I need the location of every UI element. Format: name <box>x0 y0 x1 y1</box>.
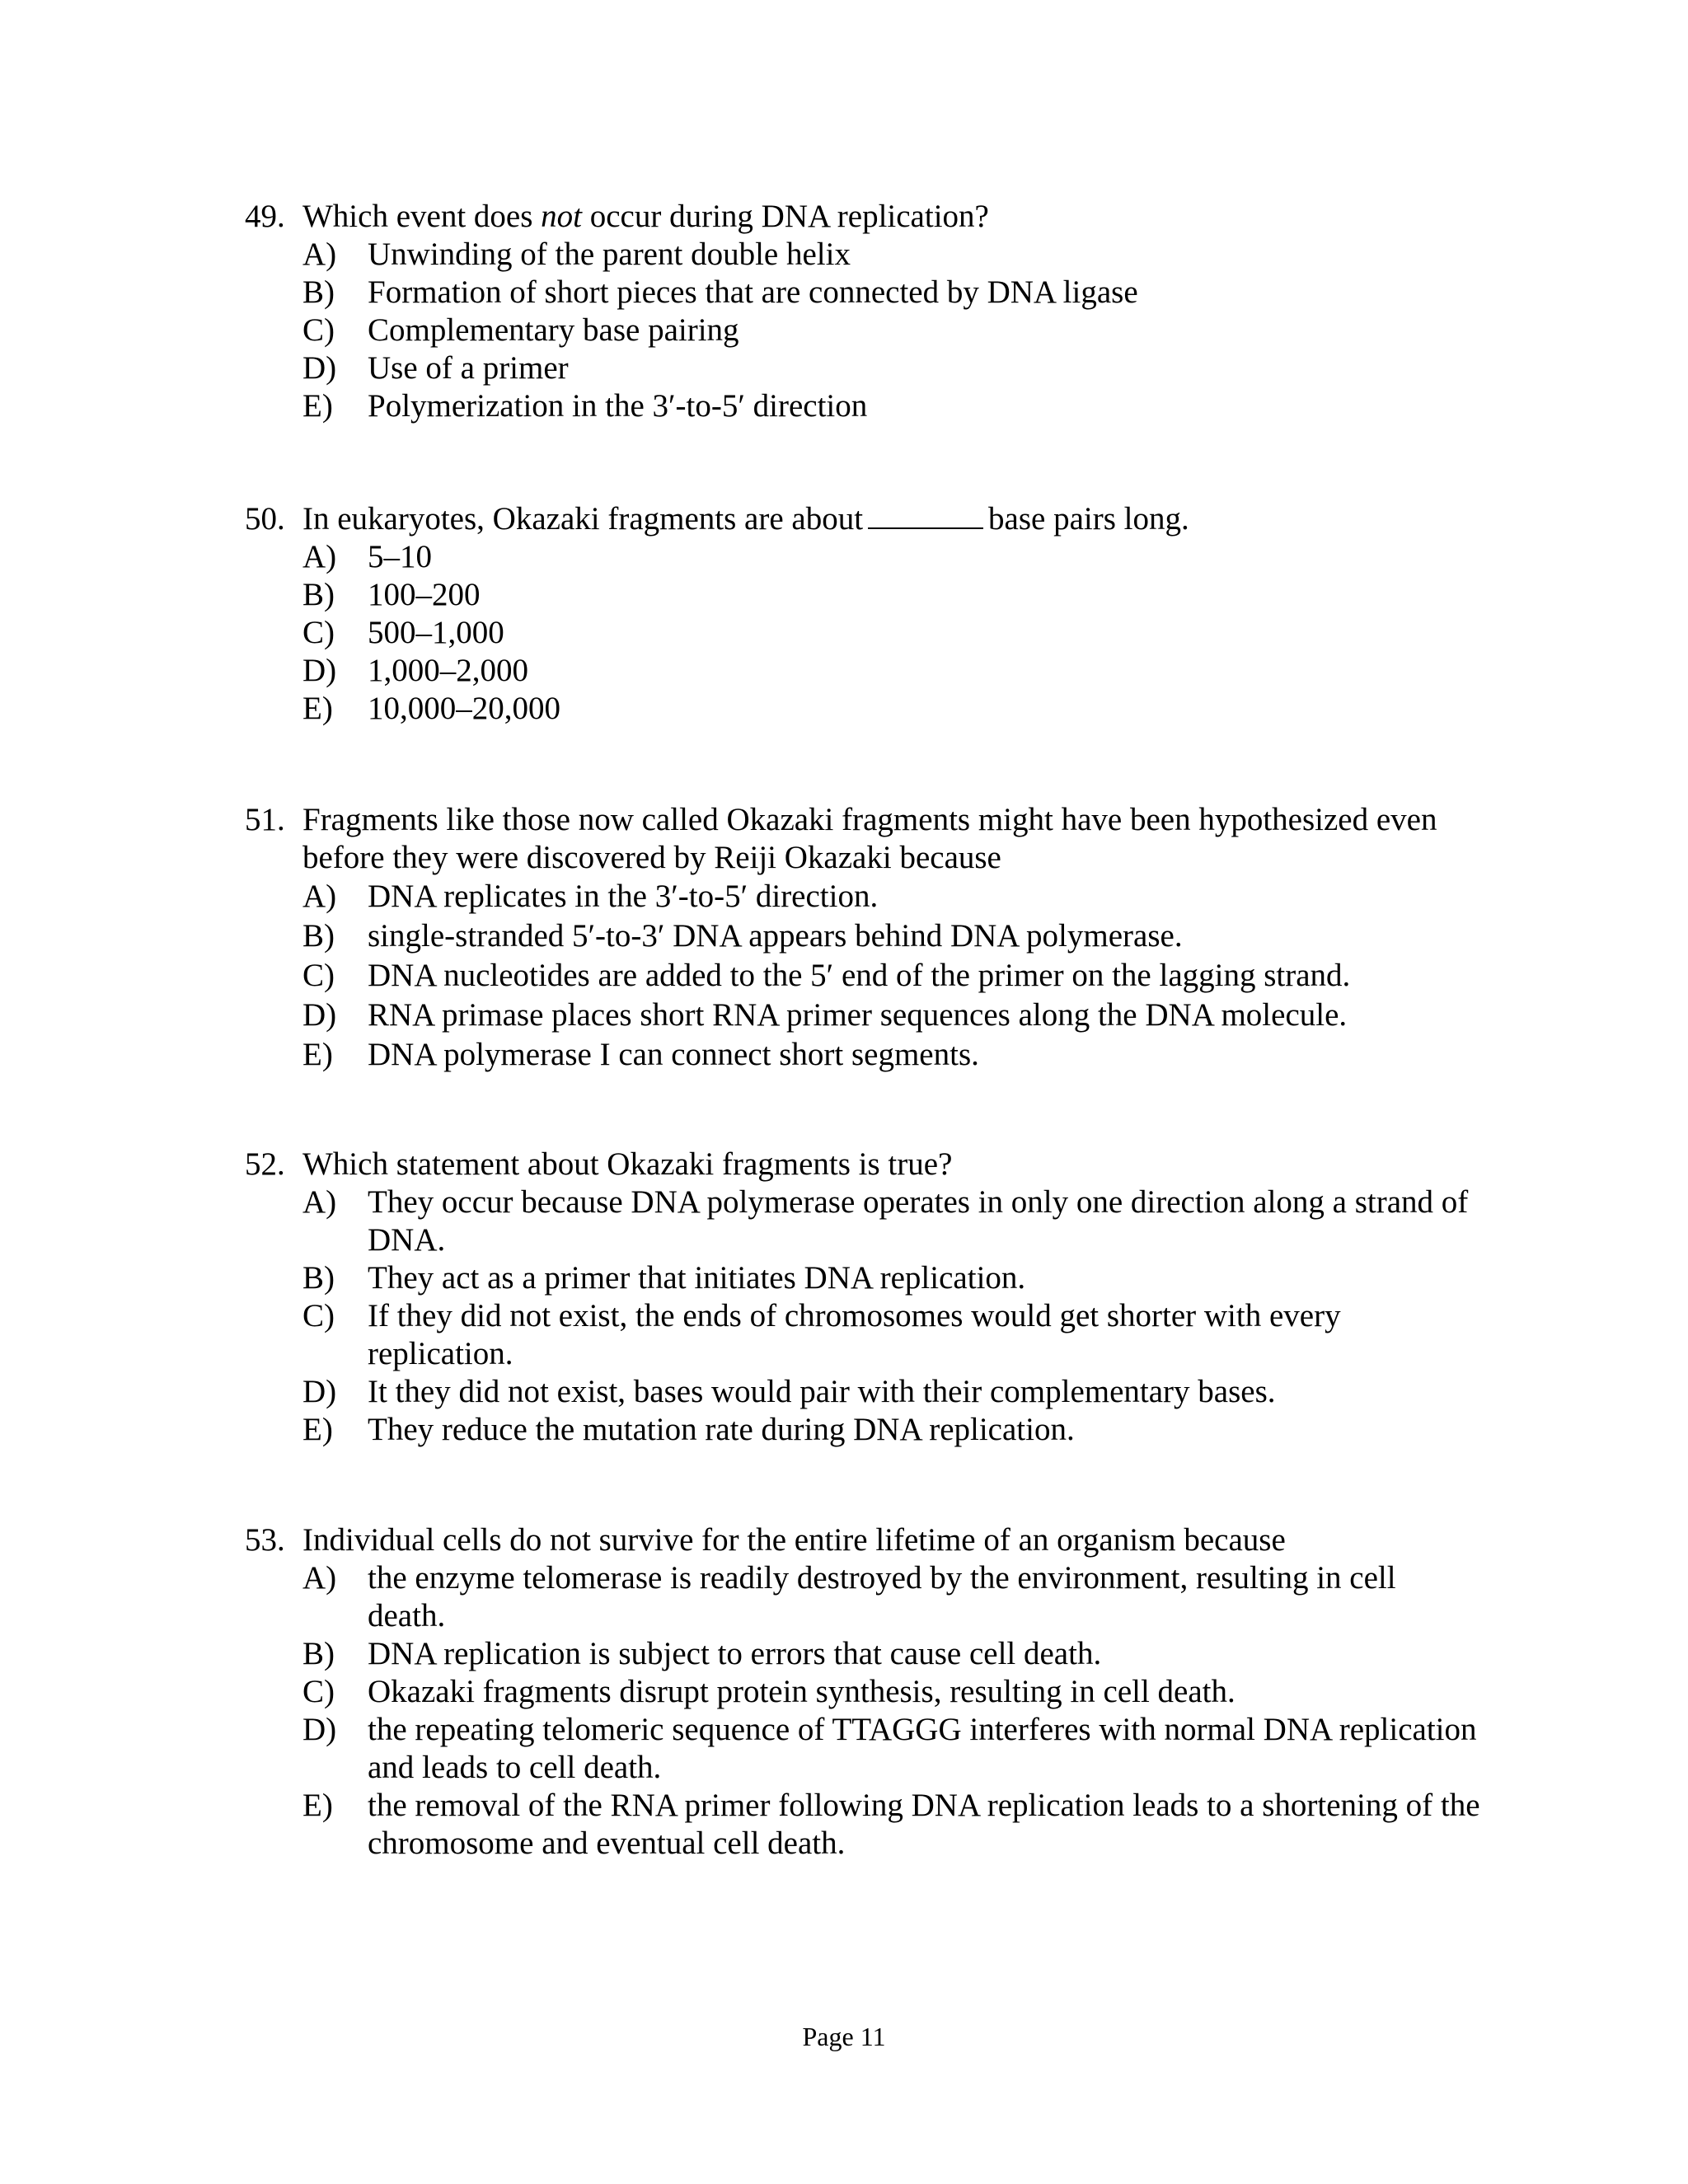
answer-choice <box>245 996 1481 1035</box>
choice-text: the enzyme telomerase is readily destroyed by the environment, resulting in cell death. <box>368 1560 1396 1633</box>
answer-choice <box>245 1373 1481 1411</box>
answer-choice <box>245 1635 1481 1673</box>
choice-letter: D) <box>302 653 337 688</box>
choice-text: 100–200 <box>368 577 481 612</box>
answer-choice <box>245 1711 1481 1787</box>
question-stem <box>245 1146 1481 1183</box>
answer-choices <box>245 538 1481 728</box>
question-51 <box>245 801 1481 1075</box>
answer-choice <box>245 538 1481 576</box>
choice-letter: A) <box>302 879 337 914</box>
answer-choices <box>245 1183 1481 1449</box>
answer-choice <box>245 1559 1481 1635</box>
page-number: Page 11 <box>802 2022 886 2051</box>
choice-text: DNA nucleotides are added to the 5′ end of the primer on the lagging strand. <box>368 958 1351 993</box>
choice-text: They act as a primer that initiates DNA replication. <box>368 1260 1026 1296</box>
choice-text: 500–1,000 <box>368 615 504 650</box>
answer-choice <box>245 274 1481 312</box>
answer-choice <box>245 1297 1481 1373</box>
choice-letter: B) <box>302 274 335 310</box>
choice-letter: A) <box>302 237 337 272</box>
choice-letter: D) <box>302 1712 337 1747</box>
choice-letter: A) <box>302 539 337 574</box>
choice-text: Complementary base pairing <box>368 312 739 348</box>
fill-in-blank <box>868 503 983 529</box>
question-49 <box>245 198 1481 425</box>
answer-choices <box>245 1559 1481 1863</box>
answer-choice <box>245 1183 1481 1259</box>
choice-text: Formation of short pieces that are connected by DNA ligase <box>368 274 1138 310</box>
choice-text: 10,000–20,000 <box>368 691 560 726</box>
question-53 <box>245 1521 1481 1863</box>
choice-text: DNA replication is subject to errors that cause cell death. <box>368 1636 1102 1671</box>
choice-text: Okazaki fragments disrupt protein synthesis, resulting in cell death. <box>368 1674 1236 1709</box>
choice-text: the removal of the RNA primer following DNA replication leads to a shortening of the chromosome and eventual cell death. <box>368 1788 1480 1861</box>
answer-choice <box>245 312 1481 349</box>
answer-choice <box>245 690 1481 728</box>
choice-text: If they did not exist, the ends of chromosomes would get shorter with every replication. <box>368 1298 1341 1371</box>
answer-choice <box>245 1787 1481 1863</box>
choice-text: single-stranded 5′-to-3′ DNA appears behind DNA polymerase. <box>368 918 1183 954</box>
question-stem <box>245 1521 1481 1559</box>
choice-letter: B) <box>302 577 335 612</box>
choice-letter: C) <box>302 312 335 348</box>
choice-text: They reduce the mutation rate during DNA replication. <box>368 1412 1075 1447</box>
stem-text: Which event does <box>302 199 542 234</box>
answer-choice <box>245 877 1481 916</box>
answer-choice <box>245 576 1481 614</box>
choice-letter: C) <box>302 1674 335 1709</box>
question-52 <box>245 1146 1481 1449</box>
stem-text-end: occur during DNA replication? <box>582 199 989 234</box>
answer-choice <box>245 1673 1481 1711</box>
choice-letter: B) <box>302 918 335 954</box>
stem-text: Which statement about Okazaki fragments is true? <box>302 1146 953 1182</box>
choice-text: Unwinding of the parent double helix <box>368 237 851 272</box>
choice-letter: A) <box>302 1560 337 1596</box>
question-number: 53. <box>245 1522 285 1558</box>
question-number: 51. <box>245 802 285 837</box>
choice-text: It they did not exist, bases would pair with their complementary bases. <box>368 1374 1276 1409</box>
stem-text-end: base pairs long. <box>988 501 1189 537</box>
answer-choice <box>245 236 1481 274</box>
answer-choice <box>245 387 1481 425</box>
question-number: 49. <box>245 199 285 234</box>
answer-choice <box>245 349 1481 387</box>
question-stem <box>245 198 1481 236</box>
choice-text: the repeating telomeric sequence of TTAGGG interferes with normal DNA replication and leads to cell death. <box>368 1712 1477 1785</box>
choice-letter: C) <box>302 958 335 993</box>
answer-choice <box>245 916 1481 956</box>
question-number: 52. <box>245 1146 285 1182</box>
choice-letter: D) <box>302 350 337 386</box>
choice-text: 5–10 <box>368 539 432 574</box>
choice-letter: C) <box>302 1298 335 1333</box>
stem-text: In eukaryotes, Okazaki fragments are about <box>302 501 864 537</box>
question-number: 50. <box>245 501 285 537</box>
answer-choice <box>245 956 1481 996</box>
choice-text: They occur because DNA polymerase operates in only one direction along a strand of DNA. <box>368 1184 1469 1258</box>
answer-choice <box>245 652 1481 690</box>
choice-letter: E) <box>302 1788 333 1823</box>
answer-choice <box>245 614 1481 652</box>
choice-text: 1,000–2,000 <box>368 653 528 688</box>
answer-choice <box>245 1411 1481 1449</box>
choice-text: DNA replicates in the 3′-to-5′ direction. <box>368 879 879 914</box>
choice-letter: B) <box>302 1636 335 1671</box>
choice-text: RNA primase places short RNA primer sequences along the DNA molecule. <box>368 997 1348 1033</box>
answer-choices <box>245 236 1481 425</box>
choice-text: Use of a primer <box>368 350 569 386</box>
choice-letter: A) <box>302 1184 337 1220</box>
choice-text: DNA polymerase I can connect short segments. <box>368 1037 979 1072</box>
choice-letter: E) <box>302 388 333 424</box>
question-stem <box>245 500 1481 538</box>
choice-letter: D) <box>302 1374 337 1409</box>
stem-text: Individual cells do not survive for the entire lifetime of an organism because <box>302 1522 1286 1558</box>
question-50 <box>245 500 1481 728</box>
choice-letter: B) <box>302 1260 335 1296</box>
stem-text: Fragments like those now called Okazaki fragments might have been hypothesized even before they were discovered by Reiji Okazaki because <box>302 802 1437 875</box>
answer-choices <box>245 877 1481 1075</box>
choice-letter: C) <box>302 615 335 650</box>
choice-text: Polymerization in the 3′-to-5′ direction <box>368 388 868 424</box>
answer-choice <box>245 1035 1481 1075</box>
choice-letter: E) <box>302 1412 333 1447</box>
answer-choice <box>245 1259 1481 1297</box>
question-stem <box>245 801 1481 877</box>
choice-letter: E) <box>302 691 333 726</box>
stem-emphasis: not <box>541 199 582 234</box>
choice-letter: E) <box>302 1037 333 1072</box>
choice-letter: D) <box>302 997 337 1033</box>
